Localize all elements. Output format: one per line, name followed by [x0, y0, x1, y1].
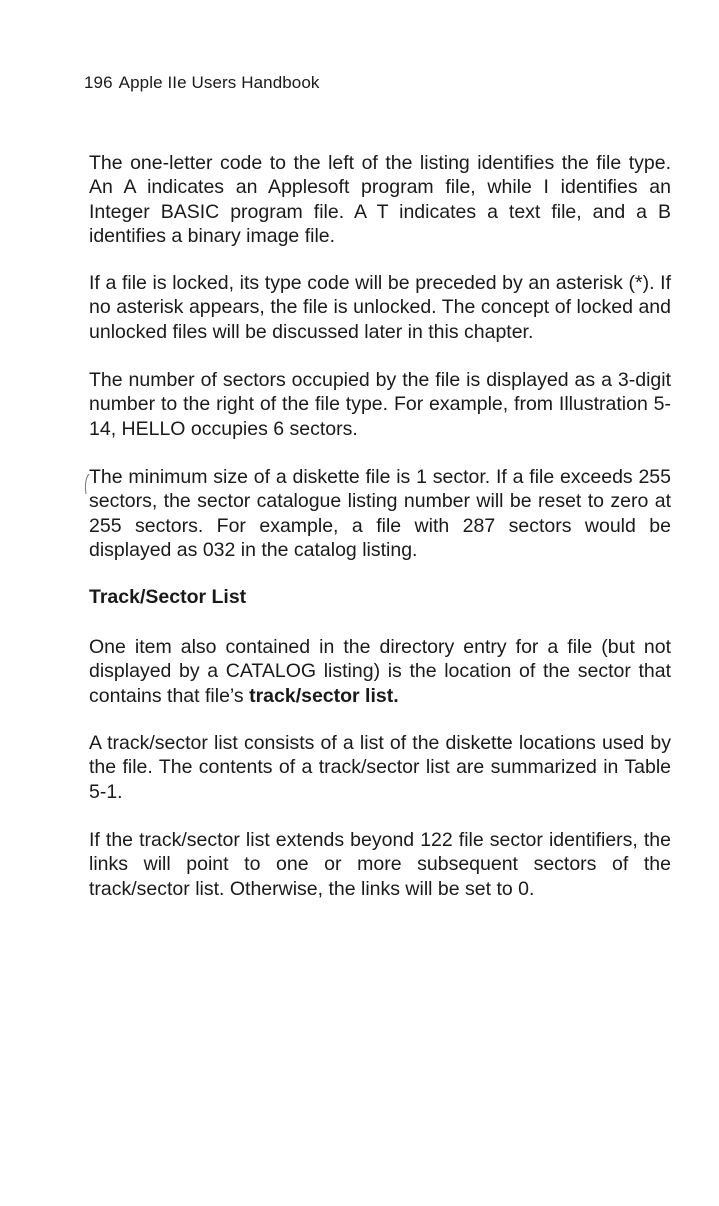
paragraph-sector-count: The number of sectors occupied by the file is displayed as a 3-digit number to the right of the file type. For example, from Illustration 5-14, HELLO occupies 6 sectors. [89, 369, 671, 440]
page-number: 196 [84, 73, 113, 92]
section-heading: Track/Sector List [89, 586, 247, 608]
running-header [84, 73, 320, 93]
paragraph-directory-entry-text: One item also contained in the directory entry for a file (but not displayed by a CATALOG listing) is the location of the sector that contains that file’s [89, 636, 671, 707]
paragraph-file-type-codes: The one-letter code to the left of the listing identifies the file type. An A indicates an Applesoft program file, while I identifies an Integer BASIC program file. A T indicates a text file, and a B identifies a binary image file. [89, 152, 671, 247]
paragraph-locked-files: If a file is locked, its type code will be preceded by an asterisk (*). If no asterisk appears, the file is unlocked. The concept of locked and unlocked files will be discussed later in this chapter. [89, 272, 671, 343]
paragraph-list-links: If the track/sector list extends beyond 122 file sector identifiers, the links will point to one or more subsequent sectors of the track/sector list. Otherwise, the links will be set to 0. [89, 829, 671, 900]
book-title: Apple IIe Users Handbook [118, 73, 320, 92]
paragraph-minimum-size: The minimum size of a diskette file is 1 sector. If a file exceeds 255 sectors, the sector catalogue listing number will be reset to zero at 255 sectors. For example, a file with 287 sectors would be displayed as 032 in the catalog listing. [89, 466, 671, 561]
paragraph-directory-entry [89, 635, 671, 708]
paragraph-list-contents: A track/sector list consists of a list of the diskette locations used by the file. The contents of a track/sector list are summarized in Table 5-1. [89, 732, 671, 803]
term-track-sector-list: track/sector list. [249, 684, 399, 707]
